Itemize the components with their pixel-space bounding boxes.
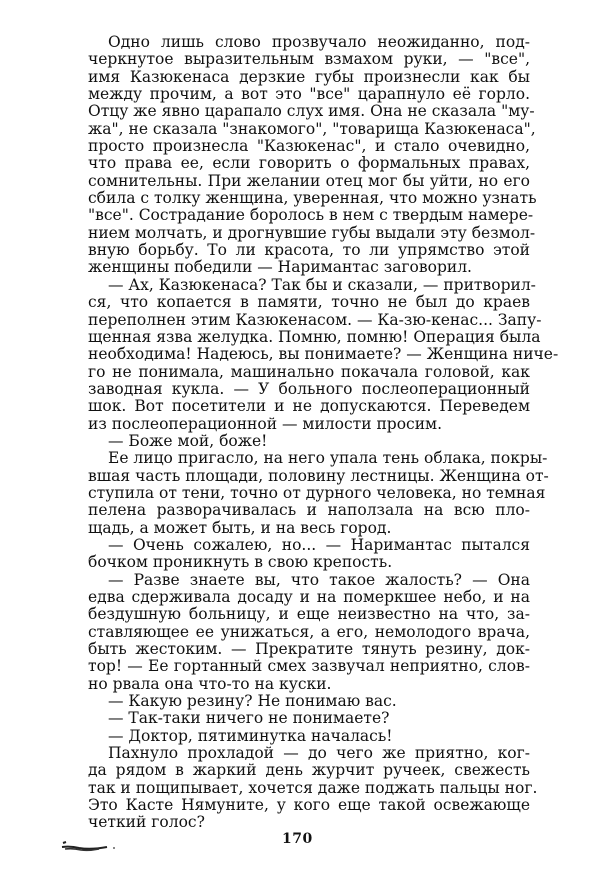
text-line: Пахнуло прохладой — до чего же приятно, ког-	[108, 744, 530, 763]
text-line: — Очень сожалею, но... — Наримантас пытался	[108, 535, 530, 554]
text-line: — Так-таки ничего не понимаете?	[108, 709, 390, 728]
text-line: ставляющее ее унижаться, а его, немолодого врача,	[88, 622, 530, 641]
text-line: вную борьбу. То ли красота, то ли упрямство этой	[88, 241, 530, 260]
text-line: — Доктор, пятиминутка началась!	[108, 726, 393, 745]
text-line: бездушную больницу, и еще неизвестно на что, за-	[88, 605, 530, 624]
text-line: щадь, а может быть, и на весь город.	[88, 518, 392, 537]
text-line: — Какую резину? Не понимаю вас.	[108, 692, 397, 711]
text-line: переполнен этим Казюкенасом. — Ка-зю-кенас... Запу-	[88, 310, 542, 329]
text-line: "все". Сострадание боролось в нем с твердым намере-	[88, 206, 534, 225]
text-line: жа", не сказала "знакомого", "товарища Казюкенаса",	[88, 119, 536, 138]
text-line: ступила от тени, точно от дурного человека, но темная	[88, 483, 546, 502]
page-number: 170	[282, 831, 313, 847]
text-line: из послеоперационной — милости просим.	[88, 414, 443, 433]
text-line: сбила с толку женщина, уверенная, что можно узнать	[88, 189, 537, 208]
text-line: — Ах, Казюкенаса? Так бы и сказали, — притворил-	[108, 275, 536, 294]
text-line: пелена разворачивалась и наползала на всю пло-	[88, 501, 530, 520]
text-line: — Разве знаете вы, что такое жалость? — Она	[108, 570, 530, 589]
text-line: нием молчать, и дрогнувшие губы выдали эту безмол-	[88, 223, 536, 242]
text-line: Это Касте Нямуните, у кого еще такой освежающе	[88, 796, 530, 815]
text-line: тор! — Ее гортанный смех зазвучал неприятно, слов-	[88, 657, 530, 676]
text-line: шок. Вот посетители и не допускаются. Переведем	[88, 397, 530, 416]
text-line: Одно лишь слово прозвучало неожиданно, под-	[108, 33, 530, 51]
text-line: быть жестоким. — Прекратите тянуть резину, док-	[88, 640, 530, 659]
text-line: четкий голос?	[88, 813, 205, 832]
text-line: го не понимала, машинально покачала головой, как	[88, 362, 530, 381]
text-line: между прочим, а вот это "все" царапнуло её горло.	[88, 85, 530, 104]
text-line: щенная язва желудка. Помню, помню! Операция была	[88, 327, 541, 346]
text-line: Ее лицо пригасло, на него упала тень облака, покры-	[108, 449, 548, 468]
text-line: заводная кукла. — У больного послеоперационный	[88, 379, 530, 398]
text-line: вшая часть площади, половину лестницы. Женщина от-	[88, 466, 549, 485]
text-line: да рядом в жаркий день журчит ручеек, свежесть	[88, 761, 530, 780]
text-line: что права ее, если говорить о формальных правах,	[88, 154, 530, 173]
text-line: женщины победили — Наримантас заговорил.	[88, 258, 472, 277]
text-line: Отцу же явно царапало слух имя. Она не сказала "му-	[88, 102, 535, 121]
book-page-text	[88, 33, 559, 832]
text-line: бочком проникнуть в свою крепость.	[88, 553, 393, 572]
text-line: сомнительны. При желании отец мог бы уйти, но его	[88, 171, 530, 190]
scan-smudge-mark	[61, 839, 119, 853]
text-line: едва сдерживала досаду и на померкшее небо, и на	[88, 588, 530, 606]
text-line: имя Казюкенаса дерзкие губы произнесли как бы	[88, 67, 530, 86]
text-line: но рвала она что-то на куски.	[88, 674, 332, 693]
text-line: необходима! Надеюсь, вы понимаете? — Женщина ниче-	[88, 345, 559, 364]
text-line: — Боже мой, боже!	[108, 431, 268, 450]
text-line: так и пощипывает, хочется даже поджать пальцы ног.	[88, 778, 538, 797]
text-line: ся, что копается в памяти, точно не был до краев	[88, 293, 530, 312]
text-line: черкнутое выразительным взмахом руки, — "все",	[88, 50, 530, 69]
text-line: просто произнесла "Казюкенас", и стало очевидно,	[88, 137, 530, 156]
